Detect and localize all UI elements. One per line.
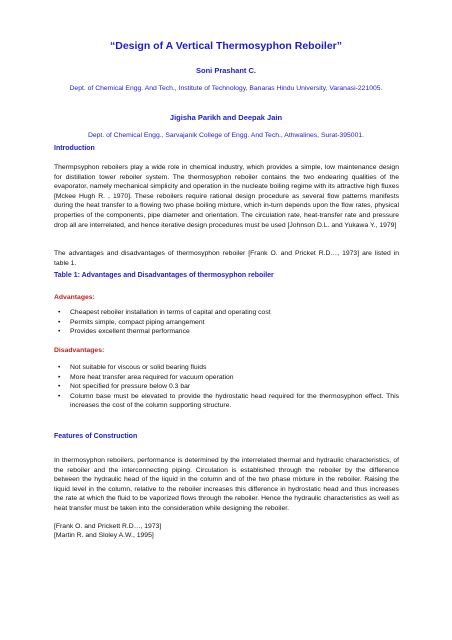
advantages-list bbox=[54, 308, 399, 337]
advantages-heading: Advantages: bbox=[54, 294, 95, 301]
list-item: • Not suitable for viscous or solid bearing fluids bbox=[58, 364, 207, 371]
list-item: • Provides excellent thermal performance bbox=[58, 328, 190, 336]
list-item: • More heat transfer area required for vacuum operation bbox=[58, 373, 234, 381]
paper-title: “Design of A Vertical Thermosyphon Reboiler” bbox=[109, 40, 342, 52]
disadvantages-list bbox=[54, 363, 399, 411]
section-heading-introduction: Introduction bbox=[54, 145, 95, 152]
author-primary: Soni Prashant C. bbox=[195, 66, 256, 75]
intro-paragraph-1: Thermpsyphon reboilers play a wide role in chemical industry, which provides a simple, low maintenance design for distillation tower reboiler system. The thermosyphon reboiler contains the two endearing qualities of the evaporator, namely mechanical simplicity and operation in the nucleate boiling regime with its attractive high fluxes [Mckee Hugh R. , 1970]. These reboilers require rational design procedure as several flow patterns manifests during the heat transfer to a flowing two phase boiling mixture, which in-turn depends upon the flow rates, physical properties of the components, pipe diameter and orientation. The circulation rate, heat-transfer rate and pressure drop all are interrelated, and hence iterative design procedures must be used [Johnson D.L. and Yukawa Y., 1979] bbox=[54, 164, 399, 229]
author-secondary: Jigisha Parikh and Deepak Jain bbox=[169, 113, 283, 122]
table-heading: Table 1: Advantages and Disadvantages of thermosyphon reboiler bbox=[54, 272, 274, 279]
bullet-icon: • bbox=[58, 383, 61, 391]
list-item: • Column base must be elevated to provide the hydrostatic head required for the thermosyphon effect. This increases the cost of the column supporting structure. bbox=[58, 392, 399, 410]
bullet-icon: • bbox=[58, 364, 61, 371]
bullet-icon: • bbox=[58, 309, 61, 316]
bullet-icon: • bbox=[58, 392, 61, 400]
bullet-icon: • bbox=[58, 318, 61, 326]
affiliation-primary: Dept. of Chemical Engg. And Tech., Institute of Technology, Banaras Hindu University, Varanasi-221005. bbox=[69, 85, 383, 92]
list-item: • Not specified for pressure below 0.3 bar bbox=[58, 383, 191, 391]
affiliation-secondary: Dept. of Chemical Engg., Sarvajanik College of Engg. And Tech., Athwalines, Surat-395001. bbox=[87, 132, 365, 139]
bullet-icon: • bbox=[58, 328, 61, 336]
intro-paragraph-2: The advantages and disadvantages of thermosyphon reboiler [Frank O. and Pricket R.D…, 1973] are listed in table 1. bbox=[54, 250, 399, 267]
features-paragraph: In thermosyphon reboilers, performance is determined by the interrelated thermal and hydraulic characteristics, of the reboiler and the interconnecting piping. Circulation is established through the reboiler by the difference between the hydraulic head of the liquid in the column and of the two phase mixture in the reboiler. Raising the liquid level in the column, relative to the reboiler increases this difference in hydrostatic head and thus increases the rate at which the fluid to be vaporized flows through the reboiler. Hence the hydraulic characteristics as well as heat transfer must be taken into the consideration while designing the reboiler. bbox=[54, 457, 399, 512]
list-item: • Cheapest reboiler installation in terms of capital and operating cost bbox=[58, 309, 271, 316]
section-heading-features: Features of Construction bbox=[54, 433, 138, 440]
list-item: • Permits simple, compact piping arrangement bbox=[58, 318, 205, 326]
disadvantages-heading: Disadvantages: bbox=[54, 347, 105, 354]
reference-2: [Martin R. and Sloley A.W., 1995] bbox=[54, 532, 154, 539]
reference-1: [Frank O. and Prickett R.D…, 1973] bbox=[54, 523, 162, 530]
bullet-icon: • bbox=[58, 373, 61, 381]
